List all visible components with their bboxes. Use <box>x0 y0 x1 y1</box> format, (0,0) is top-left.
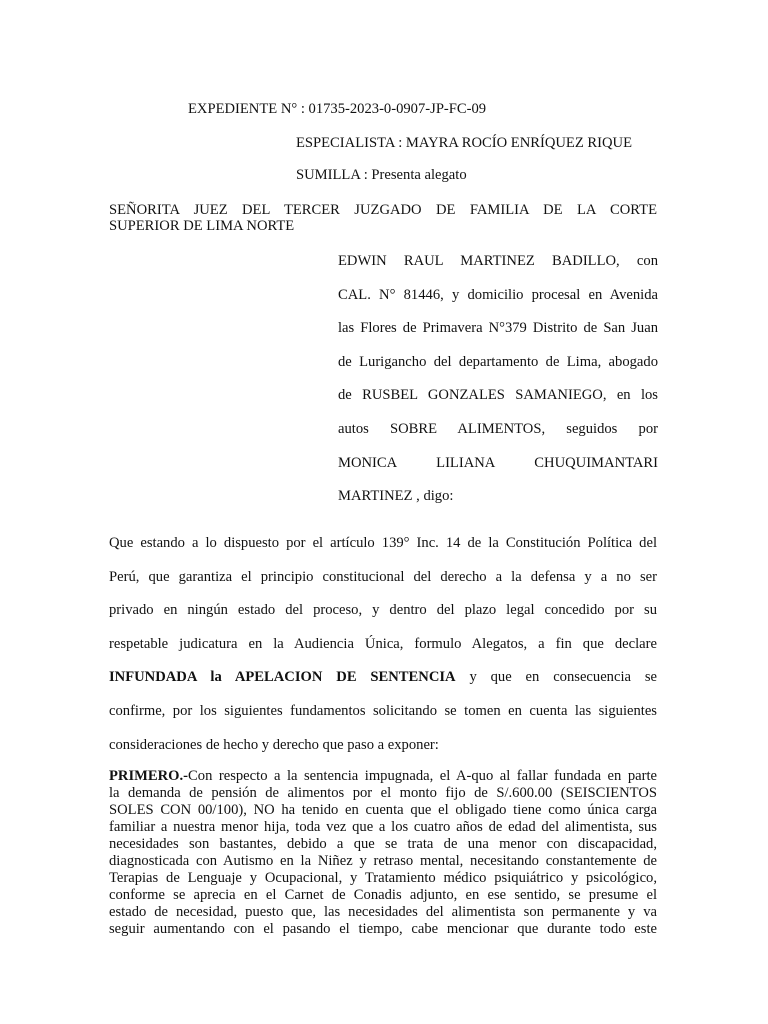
intro-line: MONICA LILIANA CHUQUIMANTARI <box>338 454 658 471</box>
primero-line: familiar a nuestra menor hija, toda vez que a los cuatro años de edad del alimentista, sus <box>109 819 657 835</box>
addressee-line-1: SEÑORITA JUEZ DEL TERCER JUZGADO DE FAMILIA DE LA CORTE <box>109 202 657 218</box>
paragraph-line: privado en ningún estado del proceso, y dentro del plazo legal concedido por su <box>109 602 657 619</box>
intro-line: EDWIN RAUL MARTINEZ BADILLO, con <box>338 253 658 269</box>
paragraph-primero <box>109 768 657 938</box>
primero-first-text: Con respecto a la sentencia impugnada, el A-quo al fallar fundada en parte <box>188 768 657 784</box>
addressee-block <box>109 202 657 234</box>
paragraph-line: Que estando a lo dispuesto por el artículo 139° Inc. 14 de la Constitución Política del <box>109 535 657 551</box>
intro-line: de RUSBEL GONZALES SAMANIEGO, en los <box>338 387 658 404</box>
intro-block <box>338 252 658 521</box>
intro-line: de Lurigancho del departamento de Lima, abogado <box>338 353 658 370</box>
bold-infundada: INFUNDADA la APELACION DE SENTENCIA <box>109 669 456 686</box>
primero-line: SOLES CON 00/100), NO ha tenido en cuenta que el obligado tiene como única carga <box>109 802 657 818</box>
intro-line: CAL. N° 81446, y domicilio procesal en Avenida <box>338 286 658 303</box>
primero-line: necesidades son bastantes, debido a que se trata de una menor con discapacidad, <box>109 836 657 852</box>
primero-first-line <box>109 768 657 785</box>
primero-line: la demanda de pensión de alimentos por el monto fijo de S/.600.00 (SEISCIENTOS <box>109 785 657 801</box>
paragraph-line: confirme, por los siguientes fundamentos solicitando se tomen en cuenta las siguientes <box>109 702 657 719</box>
intro-line: autos SOBRE ALIMENTOS, seguidos por <box>338 420 658 437</box>
paragraph-line: consideraciones de hecho y derecho que paso a exponer: <box>109 736 439 753</box>
primero-line: Terapias de Lenguaje y Ocupacional, y Tratamiento médico psiquiátrico y psicológico, <box>109 870 657 886</box>
paragraph-line: respetable judicatura en la Audiencia Única, formulo Alegatos, a fin que declare <box>109 635 657 652</box>
primero-label: PRIMERO.- <box>109 768 189 784</box>
especialista-line: ESPECIALISTA : MAYRA ROCÍO ENRÍQUEZ RIQUE <box>296 135 632 151</box>
primero-line: conforme se aprecia en el Carnet de Conadis adjunto, en ese sentido, se presume el <box>109 887 657 903</box>
paragraph-line-with-bold <box>109 668 657 702</box>
primero-line: seguir aumentando con el pasando el tiempo, cabe mencionar que durante todo este <box>109 921 657 937</box>
addressee-line-2: SUPERIOR DE LIMA NORTE <box>109 218 295 234</box>
paragraph-alegatos <box>109 534 657 769</box>
sumilla-line: SUMILLA : Presenta alegato <box>296 167 467 183</box>
expediente-line: EXPEDIENTE N° : 01735-2023-0-0907-JP-FC-09 <box>188 101 487 117</box>
after-bold-text: y que en consecuencia se <box>455 669 657 686</box>
primero-line: estado de necesidad, puesto que, las necesidades del alimentista son permanente y va <box>109 904 657 920</box>
primero-line: diagnosticada con Autismo en la Niñez y retraso mental, necesitando constantemente de <box>109 853 657 869</box>
intro-line: MARTINEZ , digo: <box>338 488 454 505</box>
paragraph-line: Perú, que garantiza el principio constitucional del derecho a la defensa y a no ser <box>109 568 657 585</box>
intro-line: las Flores de Primavera N°379 Distrito de San Juan <box>338 320 658 337</box>
